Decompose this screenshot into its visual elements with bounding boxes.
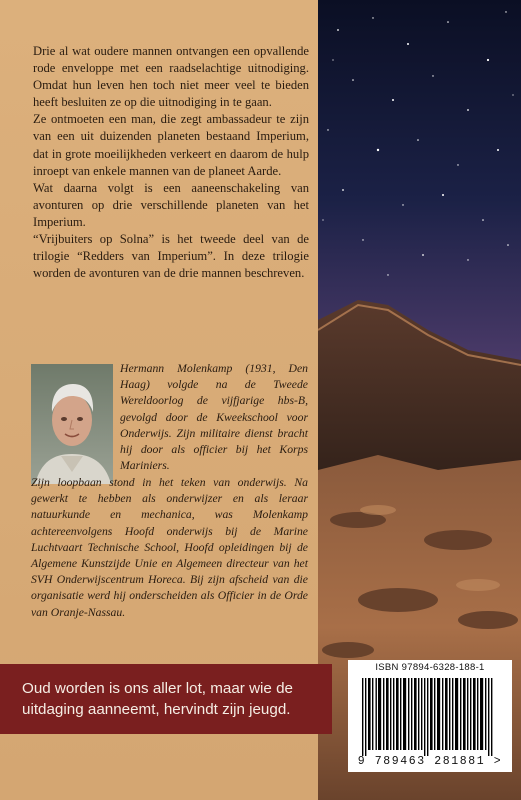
tagline-text: Oud worden is ons aller lot, maar wie de uitdaging aanneemt, hervindt zijn jeugd. — [22, 680, 293, 718]
tagline-banner — [0, 664, 332, 734]
author-photo — [31, 364, 113, 484]
blurb-paragraph: “Vrijbuiters op Solna” is het tweede deel van de trilogie “Redders van Imperium”. In deze trilogie worden de avonturen van de drie mannen beschreven. — [33, 232, 309, 281]
blurb-paragraph: Ze ontmoeten een man, die zegt ambassadeur te zijn van een uit duizenden planeten bestaand Imperium, dat in grote moeilijkheden verkeert en daarom de hulp inroept van enkele mannen van de planeet Aarde. — [33, 112, 309, 178]
blurb-paragraph: Drie al wat oudere mannen ontvangen een opvallende rode enveloppe met een raadselachtige uitnodiging. Omdat hun leven hen toch niet meer veel te bieden heeft besluiten ze op die uitnodiging in te gaan. — [33, 44, 309, 110]
book-blurb — [33, 43, 309, 282]
isbn-label: ISBN 97894-6328-188-1 — [375, 662, 485, 673]
author-bio-continued: Zijn loopbaan stond in het teken van onderwijs. Na gewerkt te hebben als onderwijzer en als leraar natuurkunde en mechanica, was Molenkamp achtereenvolgens Hoofd onderwijs bij de Marine Luchtvaart Technische School, Hoofd opleidingen bij de Algemene Kunstzijde Unie en Algemeen directeur van het SVH Onderwijscentrum Horeca. Bij zijn afscheid van die organisatie werd hij onderscheiden als Officier in de Orde van Oranje-Nassau. — [31, 476, 308, 619]
isbn-barcode — [348, 660, 512, 772]
blurb-paragraph: Wat daarna volgt is een aaneenschakeling van avonturen op drie verschillende planeten van het Imperium. — [33, 180, 309, 229]
isbn-digits: 9 789463 281881 > — [357, 755, 503, 768]
author-bio-intro: Hermann Molenkamp (1931, Den Haag) volgde na de Tweede Wereldoorlog de vijfjarige hbs-B, gevolgd door de Kweekschool voor Onderwijs. Zijn militaire dienst bracht hij door als officier bij het Korps Mariniers. — [120, 362, 308, 473]
barcode-bars — [356, 678, 504, 756]
